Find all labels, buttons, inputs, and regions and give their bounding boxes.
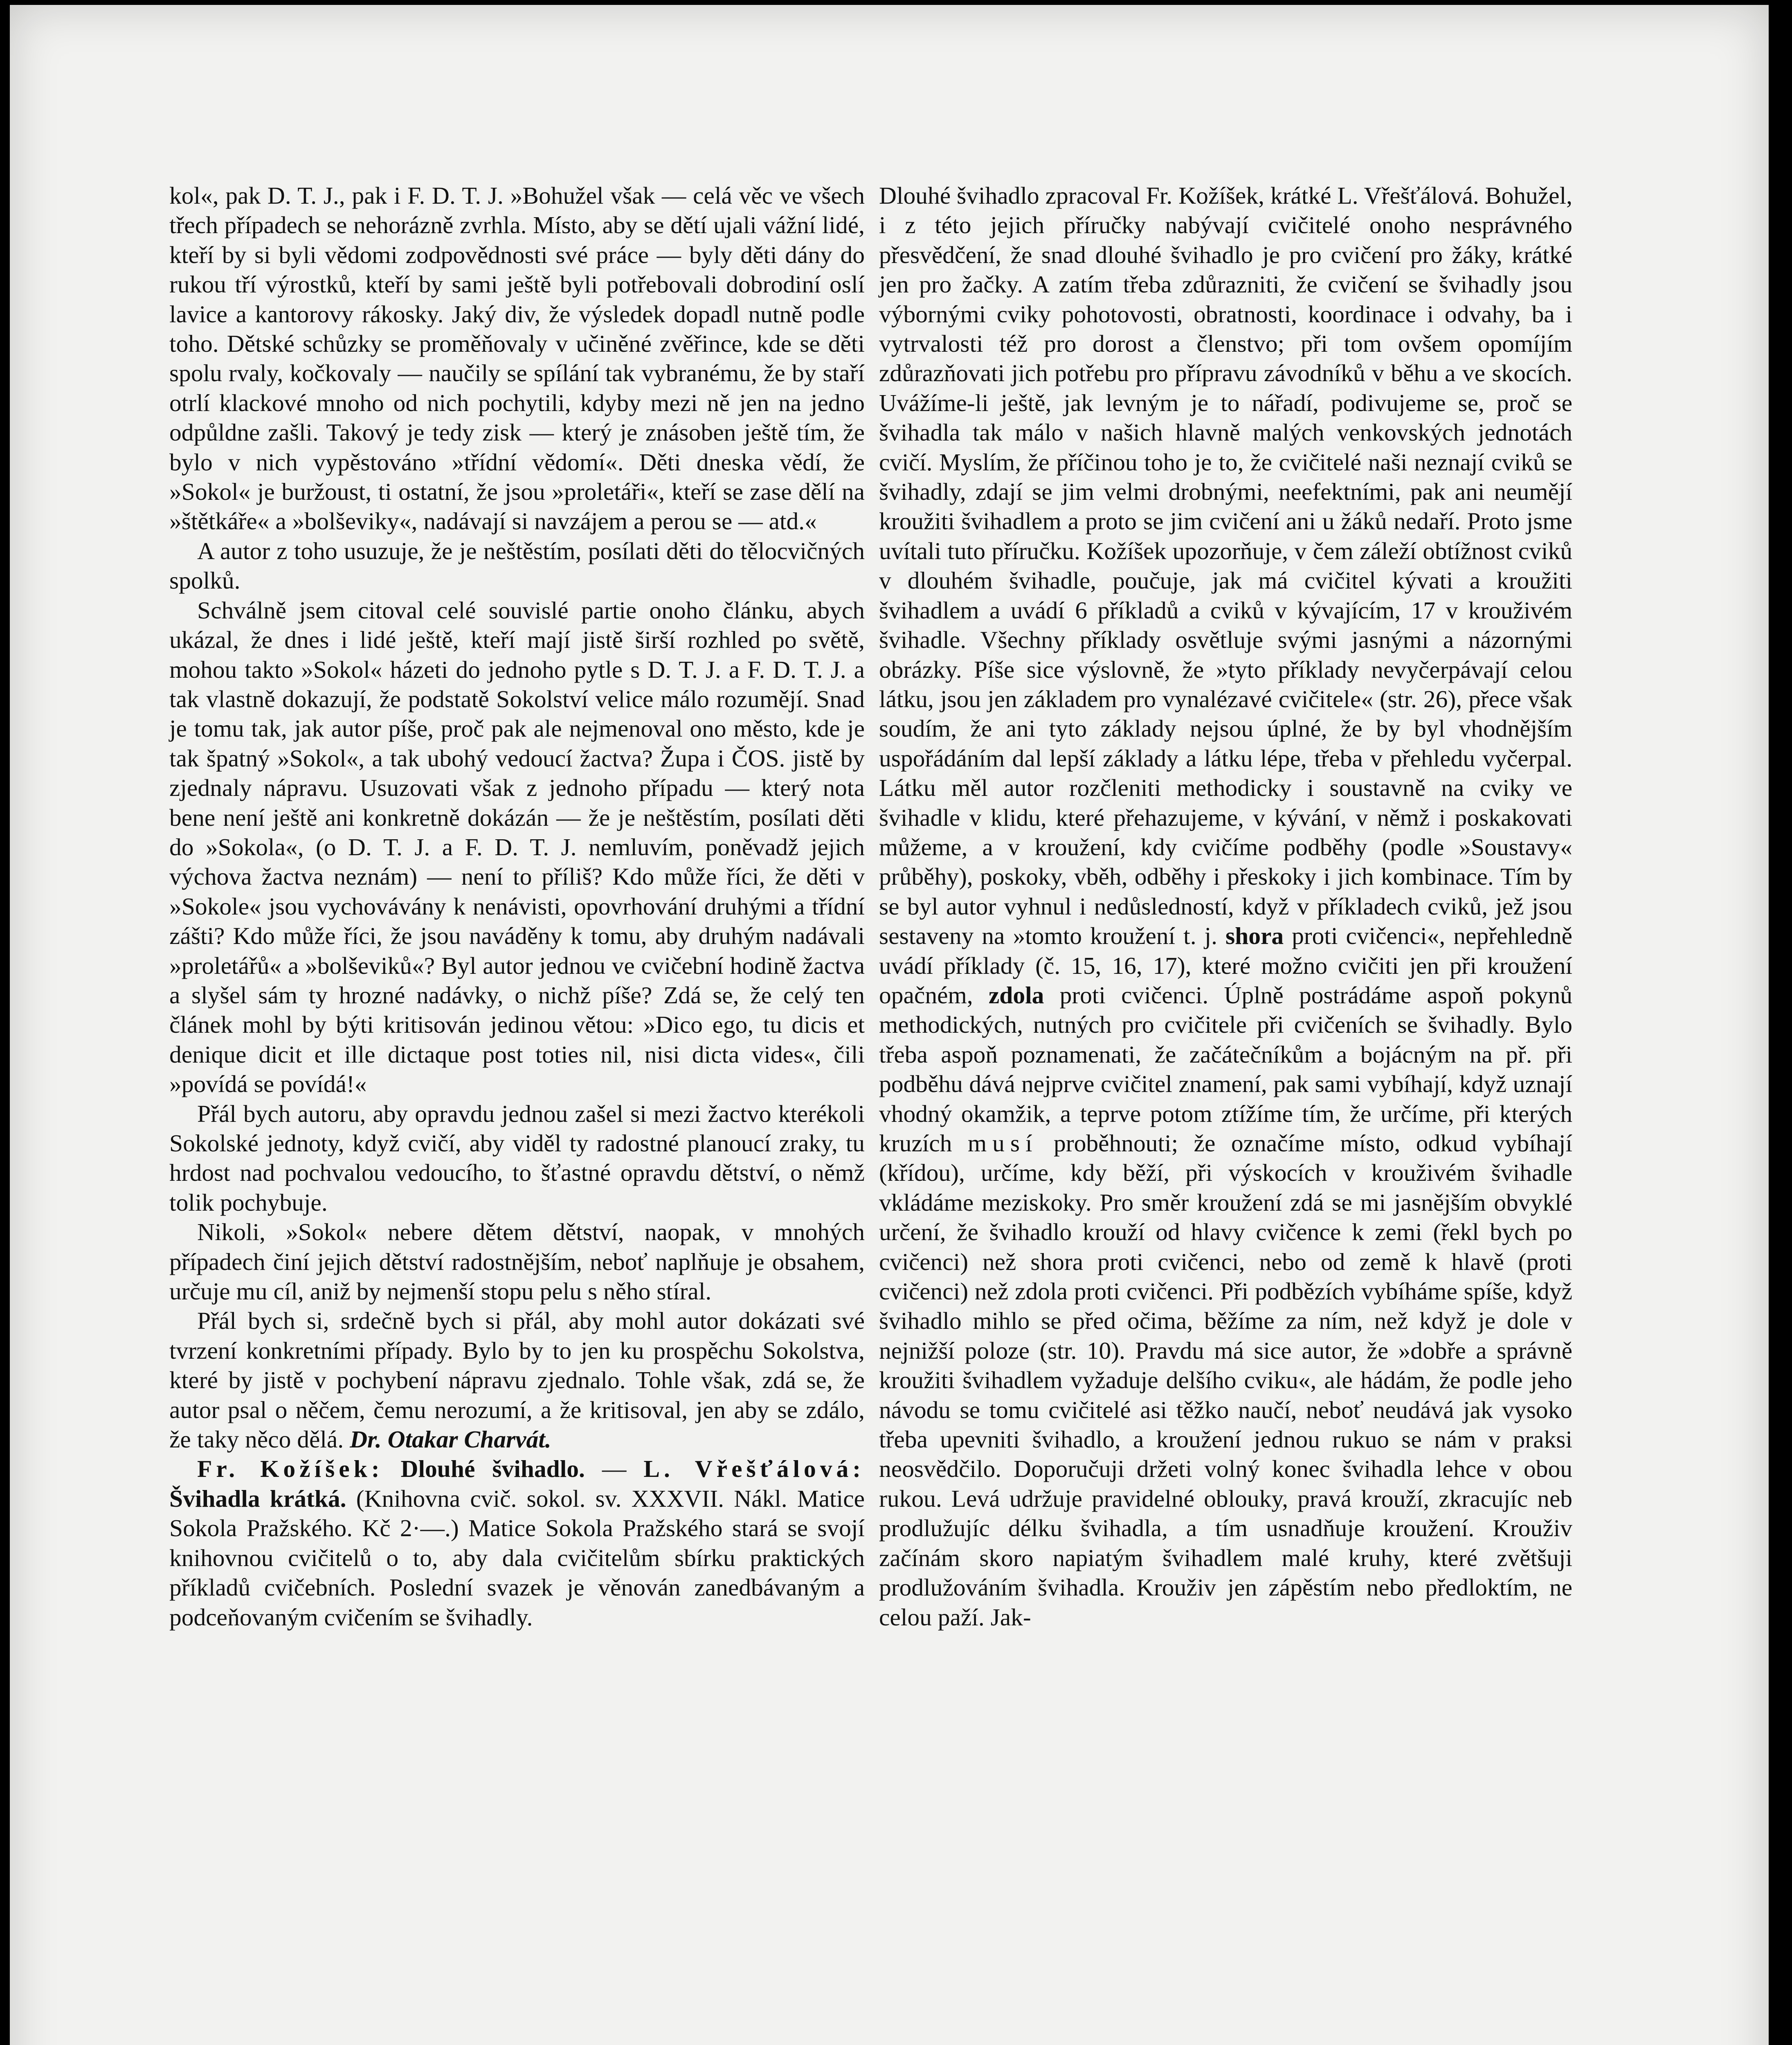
- paragraph-text: proběhnouti; že označíme místo, odkud vybíhají (křídou), určíme, kdy běží, při výskocích v krouživém švihadle vkládáme meziskoky. Pro směr kroužení zdá se mi jasnějším obvyklé určení, že švihadlo krouží od hlavy cvičence k zemi (řekl bych po cvičenci) než shora proti cvičenci, nebo od země k hlavě (proti cvičenci) než zdola proti cvičenci. Při podbězích vybíháme spíše, když švihadlo mihlo se před očima, běžíme za ním, než když je dole v nejnižší poloze (str. 10). Pravdu má sice autor, že »dobře a správně kroužiti švihadlem vyžaduje delšího cviku«, ale hádám, že podle jeho návodu se tomu cvičitelé asi těžko naučí, neboť neudává jak vysoko třeba upevniti švihadlo, a kroužení jednou rukuo se nám v praksi neosvědčilo. Doporučuji držeti volný konec švihadla lehce v obou rukou. Levá udržuje pravidelné oblouky, pravá krouží, zkracujíc neb prodlužujíc délku švihadla, a tím usnadňuje kroužení. Krouživ začínám skoro napiatým švihadlem malé kruhy, které zvětšuji prodlužováním švihadla. Krouživ jen zápěstím nebo předloktím, ne celou paží. Jak-: [879, 1130, 1572, 1631]
- left-column: [169, 181, 865, 1632]
- emphasis: musí: [967, 1130, 1038, 1157]
- review-title: Švihadla krátká.: [169, 1485, 346, 1512]
- signature: Dr. Otakar Charvát.: [350, 1426, 551, 1453]
- emphasis: shora: [1225, 922, 1284, 950]
- review-author: Fr. Kožíšek:: [197, 1455, 384, 1483]
- review-text: (Knihovna cvič. sokol. sv. XXXVII. Nákl. Matice Sokola Pražského. Kč 2·—.) Matice Sokola Pražského stará se svojí knihovnou cvičitelů o to, aby dala cvičitelům sbírku praktických příkladů cvičebních. Poslední svazek je věnován zanedbávaným a podceňovaným cvičením se švihadly.: [169, 1485, 865, 1631]
- paragraph: kol«, pak D. T. J., pak i F. D. T. J. »Bohužel však — celá věc ve všech třech případech se nehorázně zvrhla. Místo, aby se dětí ujali vážní lidé, kteří by si byli vědomi zodpovědnosti své práce — byly děti dány do rukou tří výrostků, kteří by sami ještě byli potřebovali dobrodiní oslí lavice a kantorovy rákosky. Jaký div, že výsledek dopadl nutně podle toho. Dětské schůzky se proměňovaly v učiněné zvěřince, kde se děti spolu rvaly, kočkovaly — naučily se spílání tak vybranému, že by staří otrlí klackové mnoho od nich pochytili, kdyby mezi ně jen na jedno odpůldne zašli. Takový je tedy zisk — který je znásoben ještě tím, že bylo v nich vypěstováno »třídní vědomí«. Děti dneska vědí, že »Sokol« je buržoust, ti ostatní, že jsou »proletáři«, kteří se zase dělí na »štětkáře« a »bolševiky«, nadávají si navzájem a perou se — atd.«: [169, 182, 865, 535]
- paragraph: [169, 1306, 865, 1454]
- right-column: [879, 181, 1572, 1632]
- paragraph-text: Dlouhé švihadlo zpracoval Fr. Kožíšek, krátké L. Vřešťálová. Bohužel, i z této jejich příručky nabývají cvičitelé onoho nesprávného přesvědčení, že snad dlouhé švihadlo je pro cvičení pro žáky, krátké jen pro žačky. A zatím třeba zdůrazniti, že cvičení se švihadly jsou výbornými cviky pohotovosti, obratnosti, koordinace i odvahy, ba i vytrvalosti též pro dorost a členstvo; při tom ovšem opomíjím zdůrazňovati jich potřebu pro přípravu závodníků v běhu a ve skocích. Uvážíme-li ještě, jak levným je to nářadí, podivujeme se, proč se švihadla tak málo v našich hlavně malých venkovských jednotách cvičí. Myslím, že příčinou toho je to, že cvičitelé naši neznají cviků se švihadly, zdají se jim velmi drobnými, neefektními, pak ani neumějí kroužiti švihadlem a proto se jim cvičení ani u žáků nedaří. Proto jsme uvítali tuto příručku. Kožíšek upozorňuje, v čem záleží obtížnost cviků v dlouhém švihadle, poučuje, jak má cvičitel kývati a kroužiti švihadlem a uvádí 6 příkladů a cviků v kývajícím, 17 v krouživém švihadle. Všechny příklady osvětluje svými jasnými a názornými obrázky. Píše sice výslovně, že »tyto příklady nevyčerpávají celou látku, jsou jen základem pro vynalézavé cvičitele« (str. 26), přece však soudím, že ani tyto základy nejsou úplné, že by byl vhodnějším uspořádáním dal lepší základy a látku lépe, třeba v přehledu vyčerpal. Látku měl autor rozčleniti methodicky i soustavně na cviky ve švihadle v klidu, které přehazujeme, v kývání, v němž i poskakovati můžeme, a v kroužení, kdy cvičíme podběhy (podle »Soustavy« průběhy), poskoky, vběh, odběhy i přeskoky i jich kombinace. Tím by se byl autor vyhnul i nedůsledností, když v příkladech cviků, jež jsou sestaveny na »tomto kroužení t. j.: [879, 182, 1572, 950]
- paragraph-text: proti cvičenci«, nepřehledně uvádí příklady (č. 15, 16, 17), které možno cvičiti jen při kroužení opačném,: [879, 922, 1572, 1009]
- book-review: [169, 1454, 865, 1632]
- paragraph: [879, 181, 1572, 1632]
- document-page: [10, 5, 1769, 2045]
- paragraph: Schválně jsem citoval celé souvislé partie onoho článku, abych ukázal, že dnes i lidé ještě, kteří mají jistě širší rozhled po světě, mohou takto »Sokol« házeti do jednoho pytle s D. T. J. a F. D. T. J. a tak vlastně dokazují, že podstatě Sokolství velice málo rozumějí. Snad je tomu tak, jak autor píše, proč pak ale nejmenoval ono město, kde je tak špatný »Sokol«, a tak ubohý vedoucí žactva? Župa i ČOS. jistě by zjednaly nápravu. Usuzovati však z jednoho případu — který nota bene není ještě ani konkretně dokázán — že je neštěstím, posílati děti do »Sokola«, (o D. T. J. a F. D. T. J. nemluvím, poněvadž jejich výchova žactva neznám) — není to příliš? Kdo může říci, že děti v »Sokole« jsou vychovávány k nenávisti, opovrhování druhými a třídní zášti? Kdo může říci, že jsou naváděny k tomu, aby druhým nadávali »proletářů« a »bolševiků«? Byl autor jednou ve cvičební hodině žactva a slyšel sám ty hrozné nadávky, o nichž píše? Zdá se, že celý ten článek mohl by býti kritisován jedinou větou: »Dico ego, tu dicis et denique dicit et ille dictaque post toties nil, nisi dicta vides«, čili »povídá se povídá!«: [169, 596, 865, 1098]
- paragraph-text: Přál bych si, srdečně bych si přál, aby mohl autor dokázati své tvrzení konkretními případy. Bylo by to jen ku prospěchu Sokolstva, které by jistě v pochybení nápravu zjednalo. Tohle však, zdá se, že autor psal o něčem, čemu nerozumí, a že kritisoval, jen aby se zdálo, že taky něco dělá.: [169, 1307, 865, 1453]
- paragraph-text: proti cvičenci. Úplně postrádáme aspoň pokynů methodických, nutných pro cvičitele při cvičeních se švihadly. Bylo třeba aspoň poznamenati, že začátečníkům a bojácným na př. při podběhu dává nejprve cvičitel znamení, pak sami vybíhají, když uznají vhodný okamžik, a teprve potom ztížíme tím, že určíme, při kterých kruzích: [879, 981, 1573, 1157]
- paragraph: Přál bych autoru, aby opravdu jednou zašel si mezi žactvo kterékoli Sokolské jednoty, když cvičí, aby viděl ty radostné planoucí zraky, tu hrdost nad pochvalou vedoucího, to šťastné opravdu dětství, o němž tolik pochybuje.: [169, 1100, 865, 1216]
- emphasis: zdola: [988, 981, 1044, 1009]
- review-title: Dlouhé švihadlo.: [400, 1455, 585, 1483]
- paragraph: A autor z toho usuzuje, že je neštěstím, posílati děti do tělocvičných spolků.: [169, 537, 865, 594]
- review-dash: —: [602, 1455, 627, 1483]
- review-author: L. Vřešťálová:: [643, 1455, 865, 1483]
- paragraph: Nikoli, »Sokol« nebere dětem dětství, naopak, v mnohých případech činí jejich dětství radostnějším, neboť naplňuje je obsahem, určuje mu cíl, aniž by nejmenší stopu pelu s něho stíral.: [169, 1218, 865, 1305]
